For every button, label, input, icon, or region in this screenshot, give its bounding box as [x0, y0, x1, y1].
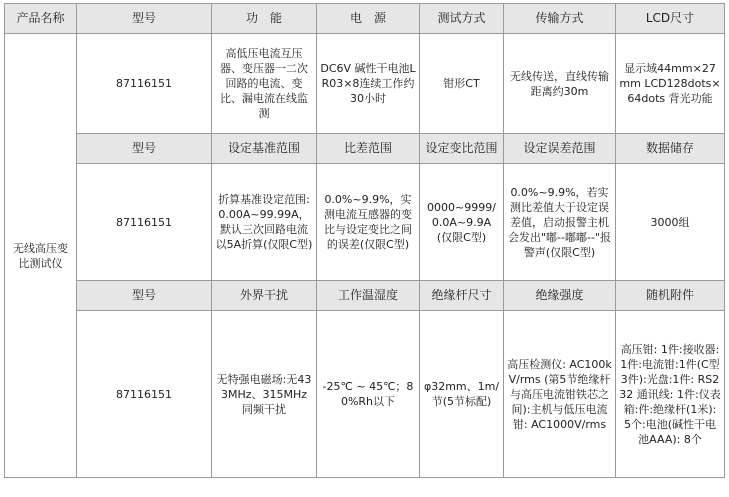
function-cell: 高低压电流互压器、变压器一二次回路的电流、变比、漏电流在线监测	[212, 34, 317, 134]
set-ratio-range-cell: 0000~9999/0.0A~9.9A (仅限C型)	[420, 164, 504, 281]
ratio-error-range-cell: 0.0%~9.9%，实测电流互感器的变比与设定变比之间的误差(仅限C型)	[317, 164, 420, 281]
header-insulating-rod-size: 绝缘杆尺寸	[420, 281, 504, 311]
insulation-strength-cell: 高压检测仪: AC100kV/rms (第5节绝缘杆与高压电流钳铁芯之间):主机与低压电流钳: AC1000V/rms	[504, 311, 616, 478]
data-storage-cell: 3000组	[616, 164, 725, 281]
header-row	[5, 4, 725, 34]
product-name-cell: 无线高压变比测试仪	[5, 34, 77, 478]
header-data-storage: 数据储存	[616, 134, 725, 164]
power-cell: DC6V 碱性干电池LR03×8连续工作约30小时	[317, 34, 420, 134]
model-cell: 87116151	[77, 34, 212, 134]
header-row	[5, 281, 725, 311]
header-model: 型号	[77, 4, 212, 34]
base-range-cell: 折算基准设定范围: 0.00A~99.99A，默认三次回路电流以5A折算(仅限C型)	[212, 164, 317, 281]
accessories-cell: 高压钳: 1件:接收器: 1件:电流钳:1件(C型3件):光盘:1件: RS232 通讯线: 1件:仪表箱:件:绝缘杆(1米): 5个:电池(碱性干电池AAA): 8个	[616, 311, 725, 478]
header-row	[5, 134, 725, 164]
header-test-method: 测试方式	[420, 4, 504, 34]
header-ratio-error-range: 比差范围	[317, 134, 420, 164]
model-cell: 87116151	[77, 164, 212, 281]
header-interference: 外界干扰	[212, 281, 317, 311]
table-row	[5, 34, 725, 134]
set-error-range-cell: 0.0%~9.9%，若实测比差值大于设定误差值，启动报警主机会发出"嘟--嘟嘟--"报警声(仅限C型)	[504, 164, 616, 281]
table-row	[5, 164, 725, 281]
header-model: 型号	[77, 281, 212, 311]
transmission-cell: 无线传送，直线传输距离约30m	[504, 34, 616, 134]
header-transmission: 传输方式	[504, 4, 616, 34]
header-operating-conditions: 工作温湿度	[317, 281, 420, 311]
table-row	[5, 311, 725, 478]
header-set-error-range: 设定误差范围	[504, 134, 616, 164]
header-lcd-size: LCD尺寸	[616, 4, 725, 34]
operating-conditions-cell: -25℃ ~ 45℃；80%Rh以下	[317, 311, 420, 478]
interference-cell: 无特强电磁场:无433MHz、315MHz 同频干扰	[212, 311, 317, 478]
spec-table	[4, 3, 725, 478]
test-method-cell: 钳形CT	[420, 34, 504, 134]
header-accessories: 随机附件	[616, 281, 725, 311]
lcd-size-cell: 显示域44mm×27mm LCD128dots×64dots 背光功能	[616, 34, 725, 134]
model-cell: 87116151	[77, 311, 212, 478]
insulating-rod-size-cell: φ32mm、1m/节(5节标配)	[420, 311, 504, 478]
header-model: 型号	[77, 134, 212, 164]
header-product-name: 产品名称	[5, 4, 77, 34]
header-function: 功 能	[212, 4, 317, 34]
header-set-ratio-range: 设定变比范围	[420, 134, 504, 164]
header-base-range: 设定基准范围	[212, 134, 317, 164]
header-insulation-strength: 绝缘强度	[504, 281, 616, 311]
header-power: 电 源	[317, 4, 420, 34]
